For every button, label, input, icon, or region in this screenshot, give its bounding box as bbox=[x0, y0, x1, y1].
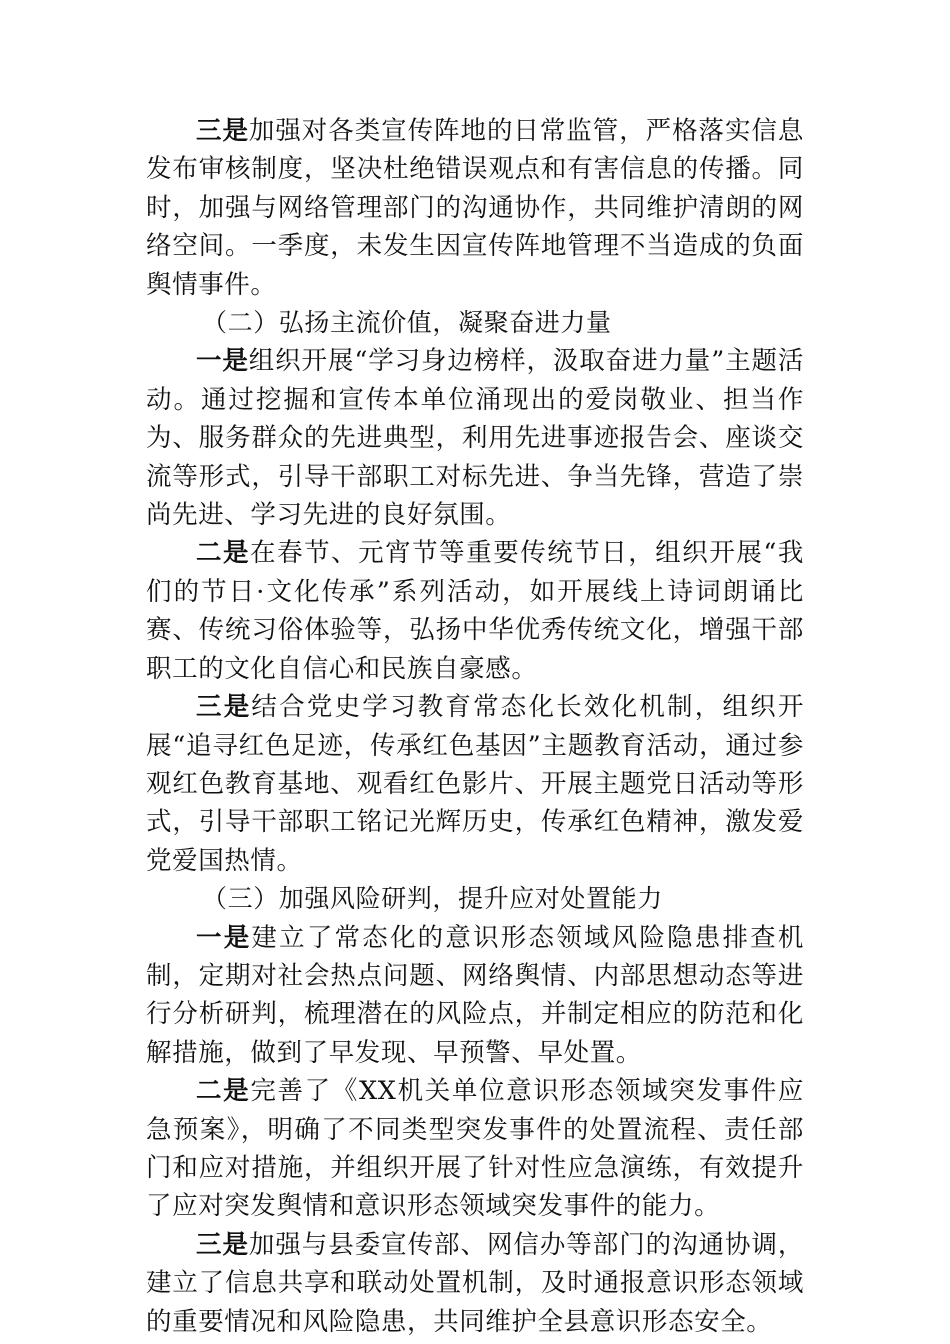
paragraph-text: 加强与县委宣传部、网信办等部门的沟通协调，建立了信息共享和联动处置机制，及时通报意识形态领域的重要情况和风险隐患，共同维护全县意识形态安全。 bbox=[146, 1229, 804, 1337]
paragraph-sanshi-coordination bbox=[146, 1226, 804, 1341]
paragraph-lead: 三是 bbox=[196, 116, 249, 146]
section-heading-2: （二）弘扬主流价值，凝聚奋进力量 bbox=[202, 308, 612, 338]
document-body bbox=[146, 112, 804, 1341]
paragraph-sanshi-propaganda-supervision bbox=[146, 112, 804, 304]
paragraph-lead: 一是 bbox=[196, 922, 252, 953]
paragraph-lead: 二是 bbox=[196, 1076, 251, 1107]
paragraph-sanshi-red-education bbox=[146, 688, 804, 880]
section-heading-3: （三）加强风险研判，提升应对处置能力 bbox=[202, 884, 663, 914]
paragraph-lead: 三是 bbox=[196, 692, 252, 723]
paragraph-ershi-traditional-festivals bbox=[146, 534, 804, 688]
paragraph-ershi-emergency-plan bbox=[146, 1072, 804, 1226]
paragraph-text: 组织开展“学习身边榜样，汲取奋进力量”主题活动。通过挖掘和宣传本单位涌现出的爱岗敬业、担当作为、服务群众的先进典型，利用先进事迹报告会、座谈交流等形式，引导干部职工对标先进、争当先锋，营造了崇尚先进、学习先进的良好氛围。 bbox=[146, 346, 805, 531]
paragraph-yishi-risk-screening bbox=[146, 919, 804, 1073]
paragraph-text: 建立了常态化的意识形态领域风险隐患排查机制，定期对社会热点问题、网络舆情、内部思想动态等进行分析研判，梳理潜在的风险点，并制定相应的防范和化解措施，做到了早发现、早预警、早处置。 bbox=[146, 922, 804, 1068]
paragraph-text: 加强对各类宣传阵地的日常监管，严格落实信息发布审核制度，坚决杜绝错误观点和有害信息的传播。同时，加强与网络管理部门的沟通协作，共同维护清朗的网络空间。一季度，未发生因宣传阵地管理不当造成的负面舆情事件。 bbox=[146, 116, 804, 300]
paragraph-text: 完善了《XX机关单位意识形态领域突发事件应急预案》，明确了不同类型突发事件的处置流程、责任部门和应对措施，并组织开展了针对性应急演练，有效提升了应对突发舆情和意识形态领域突发事件的能力。 bbox=[146, 1076, 804, 1222]
paragraph-text: 在春节、元宵节等重要传统节日，组织开展“我们的节日·文化传承”系列活动，如开展线上诗词朗诵比赛、传统习俗体验等，弘扬中华优秀传统文化，增强干部职工的文化自信心和民族自豪感。 bbox=[146, 538, 805, 684]
paragraph-lead: 一是 bbox=[196, 346, 249, 377]
paragraph-yishi-role-models bbox=[146, 342, 804, 534]
paragraph-lead: 二是 bbox=[196, 538, 251, 569]
paragraph-lead: 三是 bbox=[196, 1229, 249, 1260]
paragraph-text: 结合党史学习教育常态化长效化机制，组织开展“追寻红色足迹，传承红色基因”主题教育活动，通过参观红色教育基地、观看红色影片、开展主题党日活动等形式，引导干部职工铭记光辉历史，传承红色精神，激发爱党爱国热情。 bbox=[146, 692, 804, 876]
